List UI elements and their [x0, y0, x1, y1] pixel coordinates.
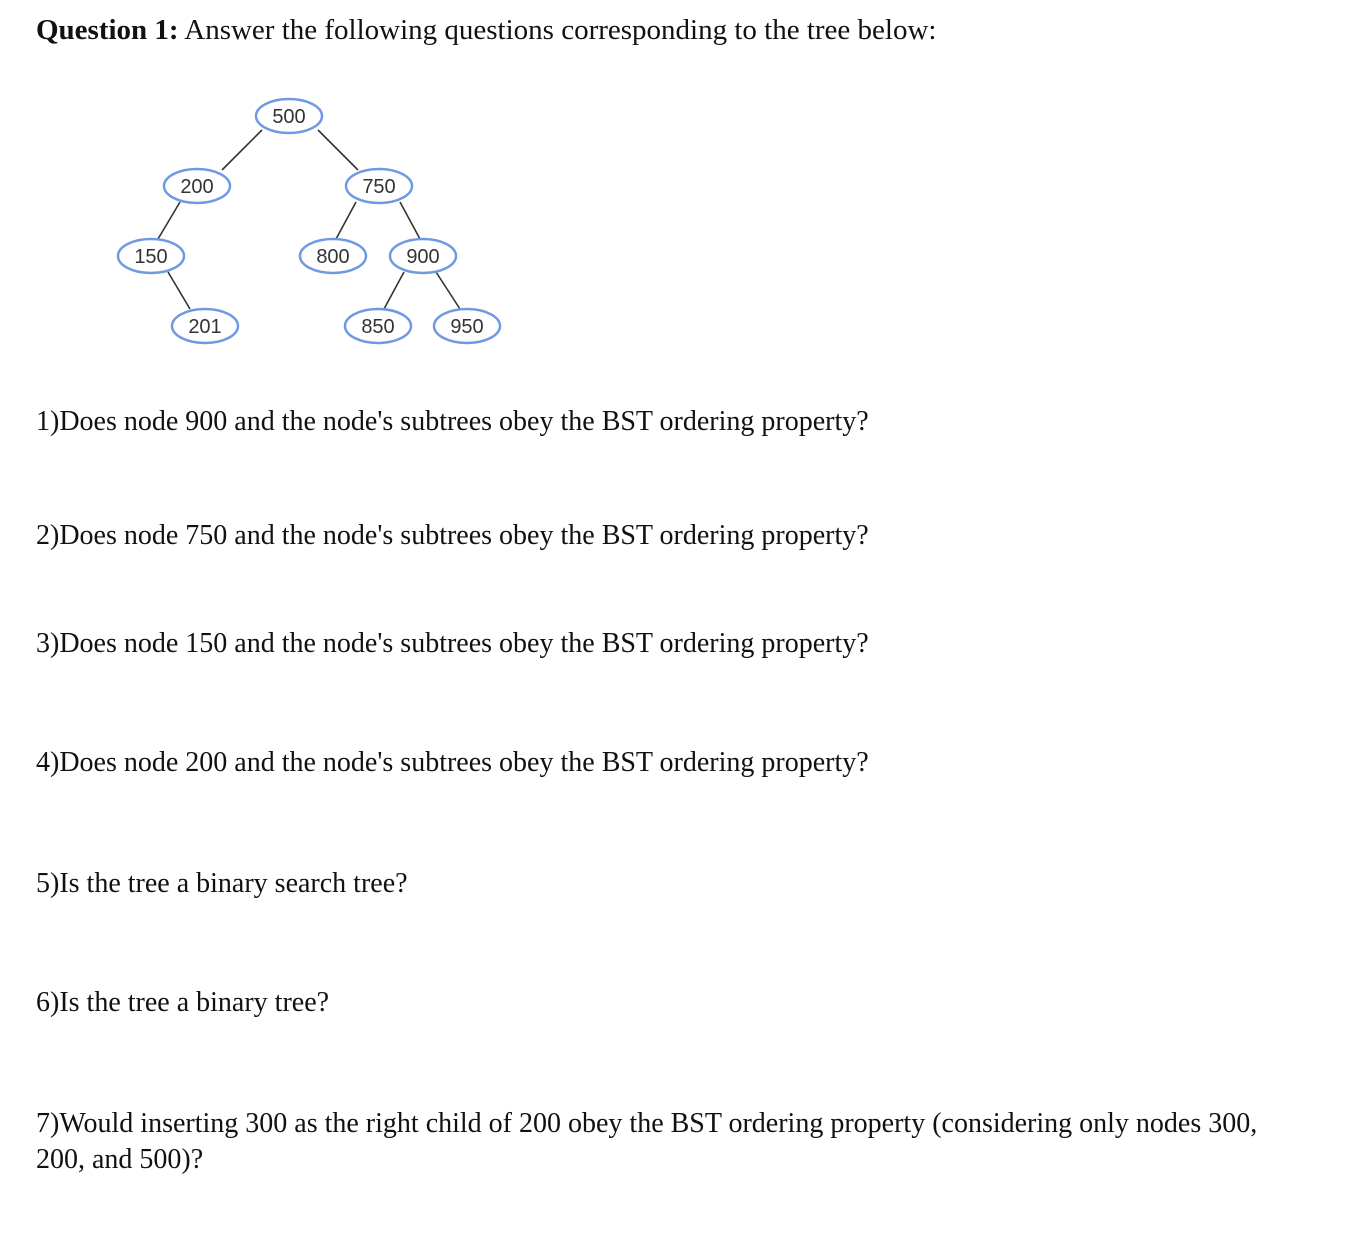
tree-nodes — [118, 99, 500, 343]
question-7: 7)Would inserting 300 as the right child of 200 obey the BST ordering property (considering only nodes 300, 200, and 500)? — [36, 1108, 1258, 1175]
tree-edges — [158, 130, 460, 309]
question-2: 2)Does node 750 and the node's subtrees obey the BST ordering property? — [36, 520, 869, 551]
bst-tree-diagram — [0, 0, 560, 380]
question-4: 4)Does node 200 and the node's subtrees obey the BST ordering property? — [36, 747, 869, 778]
edge-200-150 — [158, 202, 180, 239]
node-label-900: 900 — [406, 246, 440, 268]
edge-500-200 — [222, 130, 262, 170]
tree-node-800 — [300, 239, 366, 273]
tree-node-950 — [434, 309, 500, 343]
question-1: 1)Does node 900 and the node's subtrees obey the BST ordering property? — [36, 406, 869, 437]
question-3: 3)Does node 150 and the node's subtrees obey the BST ordering property? — [36, 628, 869, 659]
tree-node-900 — [390, 239, 456, 273]
tree-node-200 — [164, 169, 230, 203]
question-5: 5)Is the tree a binary search tree? — [36, 868, 408, 899]
edge-150-201 — [168, 272, 190, 309]
node-label-950: 950 — [450, 316, 484, 338]
node-label-750: 750 — [362, 176, 396, 198]
edge-750-900 — [400, 202, 420, 239]
tree-node-850 — [345, 309, 411, 343]
node-label-800: 800 — [316, 246, 350, 268]
node-label-150: 150 — [134, 246, 168, 268]
tree-node-201 — [172, 309, 238, 343]
node-label-201: 201 — [188, 316, 222, 338]
tree-node-150 — [118, 239, 184, 273]
edge-750-800 — [336, 202, 356, 239]
question-instructions: Answer the following questions corresponding to the tree below: — [184, 14, 937, 46]
tree-node-750 — [346, 169, 412, 203]
node-label-500: 500 — [272, 106, 306, 128]
edge-500-750 — [318, 130, 358, 170]
edge-900-950 — [436, 272, 460, 309]
edge-900-850 — [384, 272, 404, 309]
question-6: 6)Is the tree a binary tree? — [36, 987, 330, 1018]
question-number: Question 1: — [36, 14, 179, 46]
node-label-200: 200 — [180, 176, 214, 198]
node-label-850: 850 — [361, 316, 395, 338]
tree-node-500 — [256, 99, 322, 133]
